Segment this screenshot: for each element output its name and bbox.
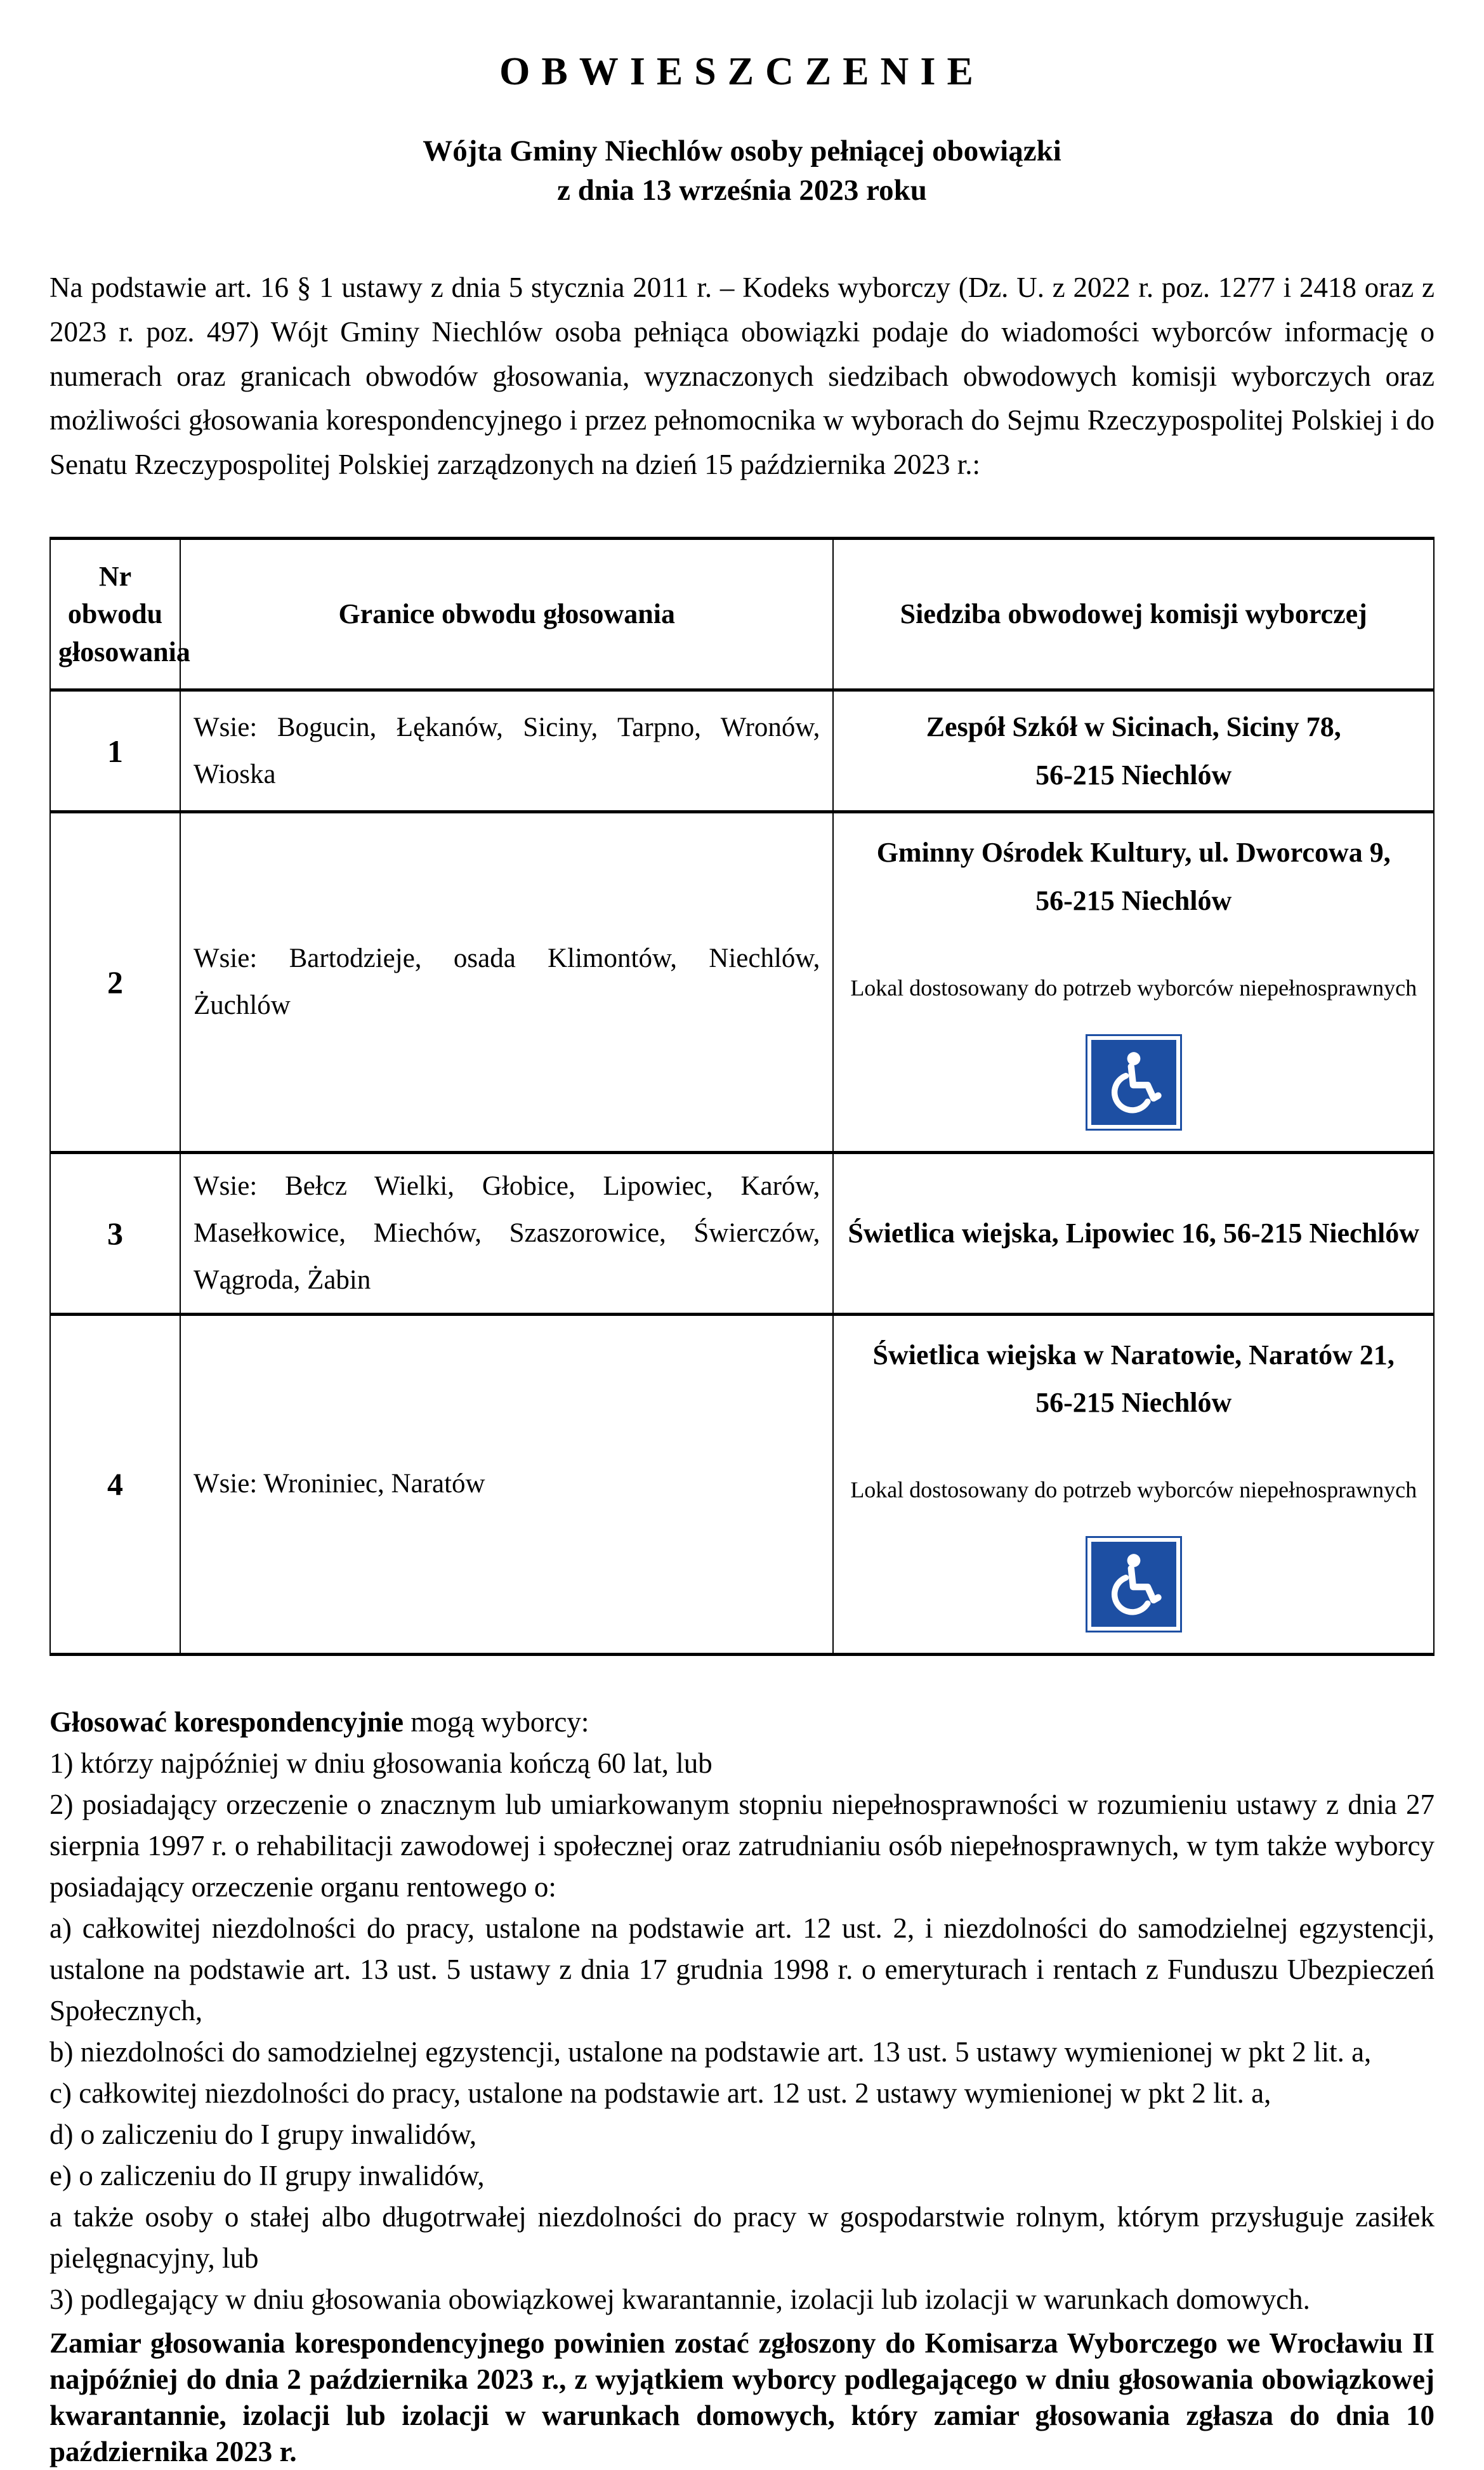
list-item: c) całkowitej niezdolności do pracy, ustalone na podstawie art. 12 ust. 2 ustawy wymienionej w pkt 2 lit. a,: [49, 2077, 1271, 2109]
list-item: d) o zaliczeniu do I grupy inwalidów,: [49, 2118, 477, 2150]
commission-seat: [833, 1152, 1434, 1314]
polling-districts-table: [49, 537, 1435, 1656]
column-header-commission-seat: Siedziba obwodowej komisji wyborczej: [833, 538, 1434, 690]
accessibility-note: Lokal dostosowany do potrzeb wyborców niepełnosprawnych: [850, 1476, 1417, 1502]
legal-basis-paragraph: Na podstawie art. 16 § 1 ustawy z dnia 5 stycznia 2011 r. – Kodeks wyborczy (Dz. U. z 2022 r. poz. 1277 i 2418 oraz z 2023 r. poz. 497) Wójt Gminy Niechlów osoba pełniąca obowiązki podaje do wiadomości wyborców informację o numerach oraz granicach obwodów głosowania, wyznaczonych siedzibach obwodowych komisji wyborczych oraz możliwości głosowania korespondencyjnego i przez pełnomocnika w wyborach do Sejmu Rzeczypospolitej Polskiej i do Senatu Rzeczypospolitej Polskiej zarządzonych na dzień 15 października 2023 r.:: [49, 272, 1435, 481]
district-number: 3: [50, 1152, 180, 1314]
district-boundaries: Wsie: Bełcz Wielki, Głobice, Lipowiec, Karów, Masełkowice, Miechów, Szaszorowice, Świerczów, Wągroda, Żabin: [180, 1152, 833, 1314]
district-number: 4: [50, 1314, 180, 1654]
accessibility-note: Lokal dostosowany do potrzeb wyborców niepełnosprawnych: [850, 975, 1417, 1001]
document-subtitle: [49, 131, 1435, 210]
subtitle-issuer: Wójta Gminy Niechlów osoby pełniącej obowiązki: [423, 135, 1061, 168]
section-heading: [49, 1702, 1435, 1743]
page-title: OBWIESZCZENIE: [499, 50, 985, 93]
commission-seat: [833, 812, 1434, 1152]
list-item: a) całkowitej niezdolności do pracy, ustalone na podstawie art. 12 ust. 2, i niezdolności do samodzielnej egzystencji, ustalone na podstawie art. 13 ust. 5 ustawy z dnia 17 grudnia 1998 r. o emeryturach i rentach z Funduszu Ubezpieczeń Społecznych,: [49, 1912, 1435, 2027]
table-row: [50, 812, 1434, 1152]
seat-address: Gminny Ośrodek Kultury, ul. Dworcowa 9, 56-215 Niechlów: [876, 837, 1391, 916]
wheelchair-icon: [1086, 1034, 1182, 1131]
commission-seat: [833, 690, 1434, 811]
wheelchair-icon: [1086, 1536, 1182, 1632]
subtitle-date: z dnia 13 września 2023 roku: [557, 174, 927, 207]
district-boundaries: Wsie: Bartodzieje, osada Klimontów, Niechlów, Żuchlów: [180, 812, 833, 1152]
correspondence-voting-section: [49, 1702, 1435, 2320]
column-header-boundaries: Granice obwodu głosowania: [180, 538, 833, 690]
table-row: [50, 1314, 1434, 1654]
list-item: 3) podlegający w dniu głosowania obowiązkowej kwarantannie, izolacji lub izolacji w warunkach domowych.: [49, 2283, 1310, 2315]
seat-address: Zespół Szkół w Sicinach, Siciny 78, 56-215 Niechlów: [926, 711, 1341, 791]
list-item: b) niezdolności do samodzielnej egzystencji, ustalone na podstawie art. 13 ust. 5 ustawy wymienionej w pkt 2 lit. a,: [49, 2035, 1372, 2068]
table-row: [50, 690, 1434, 811]
list-item: a także osoby o stałej albo długotrwałej niezdolności do pracy w gospodarstwie rolnym, którym przysługuje zasiłek pielęgnacyjny, lub: [49, 2200, 1435, 2274]
list-item: 2) posiadający orzeczenie o znacznym lub umiarkowanym stopniu niepełnosprawności w rozumieniu ustawy z dnia 27 sierpnia 1997 r. o rehabilitacji zawodowej i społecznej oraz zatrudnianiu osób niepełnosprawnych, w tym także wyborcy posiadający orzeczenie organu rentowego o:: [49, 1788, 1435, 1903]
district-number: 1: [50, 690, 180, 811]
list-item: 1) którzy najpóźniej w dniu głosowania kończą 60 lat, lub: [49, 1747, 712, 1779]
column-header-district-number: Nr obwodu głosowania: [50, 538, 180, 690]
district-boundaries: Wsie: Bogucin, Łękanów, Siciny, Tarpno, Wronów, Wioska: [180, 690, 833, 811]
section-heading-rest: mogą wyborcy:: [403, 1705, 589, 1738]
district-number: 2: [50, 812, 180, 1152]
deadline-paragraph: Zamiar głosowania korespondencyjnego powinien zostać zgłoszony do Komisarza Wyborczego we Wrocławiu II najpóźniej do dnia 2 października 2023 r., z wyjątkiem wyborcy podlegającego w dniu głosowania obowiązkowej kwarantannie, izolacji lub izolacji w warunkach domowych, który zamiar głosowania zgłasza do dnia 10 października 2023 r.: [49, 2327, 1435, 2467]
table-header-row: [50, 538, 1434, 690]
commission-seat: [833, 1314, 1434, 1654]
list-item: e) o zaliczeniu do II grupy inwalidów,: [49, 2159, 485, 2191]
seat-address: Świetlica wiejska, Lipowiec 16, 56-215 Niechlów: [848, 1217, 1420, 1249]
district-boundaries: Wsie: Wroniniec, Naratów: [180, 1314, 833, 1654]
seat-address: Świetlica wiejska w Naratowie, Naratów 21, 56-215 Niechlów: [872, 1339, 1395, 1419]
table-row: [50, 1152, 1434, 1314]
section-heading-bold: Głosować korespondencyjnie: [49, 1705, 404, 1738]
